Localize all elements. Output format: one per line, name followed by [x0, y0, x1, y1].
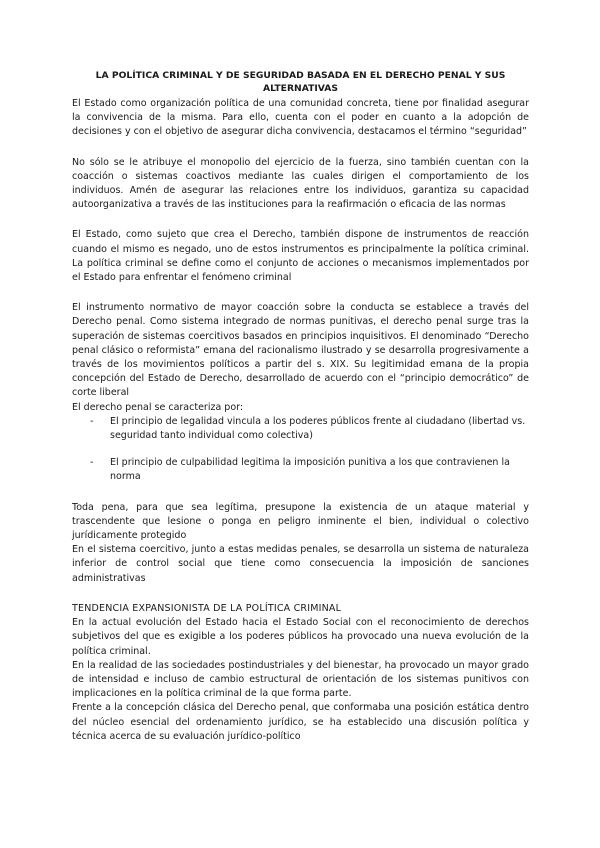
section-paragraph: En la actual evolución del Estado hacia el Estado Social con el reconocimiento de derechos subjetivos del que es exigible a los poderes públicos ha provocado una nueva evolución de la política criminal. — [72, 617, 529, 657]
document-page — [72, 70, 529, 744]
document-title: LA POLÍTICA CRIMINAL Y DE SEGURIDAD BASADA EN EL DERECHO PENAL Y SUS ALTERNATIVAS — [95, 70, 506, 94]
list-item — [72, 415, 529, 443]
paragraph-criminal-policy: El Estado, como sujeto que crea el Derecho, también dispone de instrumentos de reacción cuando el mismo es negado, uno de estos instrumentos es principalmente la política criminal. La política criminal se define como el conjunto de acciones o mecanismos implementados por el Estado para enfrentar el fenómeno criminal — [72, 229, 529, 284]
list-item-text: El principio de culpabilidad legitima la imposición punitiva a los que contravienen la norma — [110, 457, 510, 483]
paragraph-coercive-system: En el sistema coercitivo, junto a estas medidas penales, se desarrolla un sistema de naturaleza inferior de control social que tiene como consecuencia la imposición de sanciones administrativas — [72, 544, 529, 584]
list-item — [72, 456, 529, 484]
section-paragraph: En la realidad de las sociedades postindustriales y del bienestar, ha provocado un mayor grado de intensidad e incluso de cambio estructural de orientación de los sistemas punitivos con implicaciones en la política criminal de la que forma parte. — [72, 659, 529, 700]
paragraph-intro: El Estado como organización política de una comunidad concreta, tiene por finalidad asegurar la convivencia de la misma. Para ello, cuenta con el poder en cuanto a la adopción de decisiones y con el objetivo de asegurar dicha convivencia, destacamos el término “seguridad” — [72, 98, 529, 138]
list-dash-marker: - — [90, 415, 94, 427]
paragraph-legitimate-penalty: Toda pena, para que sea legítima, presupone la existencia de un ataque material y trascendente que lesione o ponga en peligro inminente el bien, individual o colectivo jurídicamente protegido — [72, 501, 529, 542]
list-dash-marker: - — [90, 457, 94, 469]
paragraph-monopoly: No sólo se le atribuye el monopolio del ejercicio de la fuerza, sino también cuentan con la coacción o sistemas coactivos mediante las cuales dirigen el comportamiento de los individuos. Amén de asegurar las relaciones entre los individuos, garantiza su capacidad autoorganizativa a través de las instituciones para la reafirmación o eficacia de las normas — [72, 156, 529, 211]
section-paragraph: Frente a la concepción clásica del Derecho penal, que conformaba una posición estática dentro del núcleo esencial del ordenamiento jurídico, se ha establecido una discusión política y técnica acerca de su evaluación jurídico-político — [72, 702, 529, 742]
characteristics-list — [72, 415, 529, 485]
list-item-text: El principio de legalidad vincula a los poderes públicos frente al ciudadano (libertad vs. seguridad tanto individual como colectiva) — [110, 415, 526, 442]
section-heading: TENDENCIA EXPANSIONISTA DE LA POLÍTICA CRIMINAL — [72, 602, 342, 614]
paragraph-penal-law: El instrumento normativo de mayor coacción sobre la conducta se establece a través del Derecho penal. Como sistema integrado de normas punitivas, el derecho penal surge tras la superación de sistemas coercitivos basados en principios inquisitivos. El denominado “Derecho penal clásico o reformista” emana del racionalismo ilustrado y se desarrolla progresivamente a través de los movimientos políticos a partir del s. XIX. Su legitimidad emana de la propia concepción del Estado de Derecho, desarrollado de acuerdo con el “principio democrático” de corte liberal — [72, 302, 529, 399]
paragraph-characteristics-intro: El derecho penal se caracteriza por: — [72, 401, 244, 413]
